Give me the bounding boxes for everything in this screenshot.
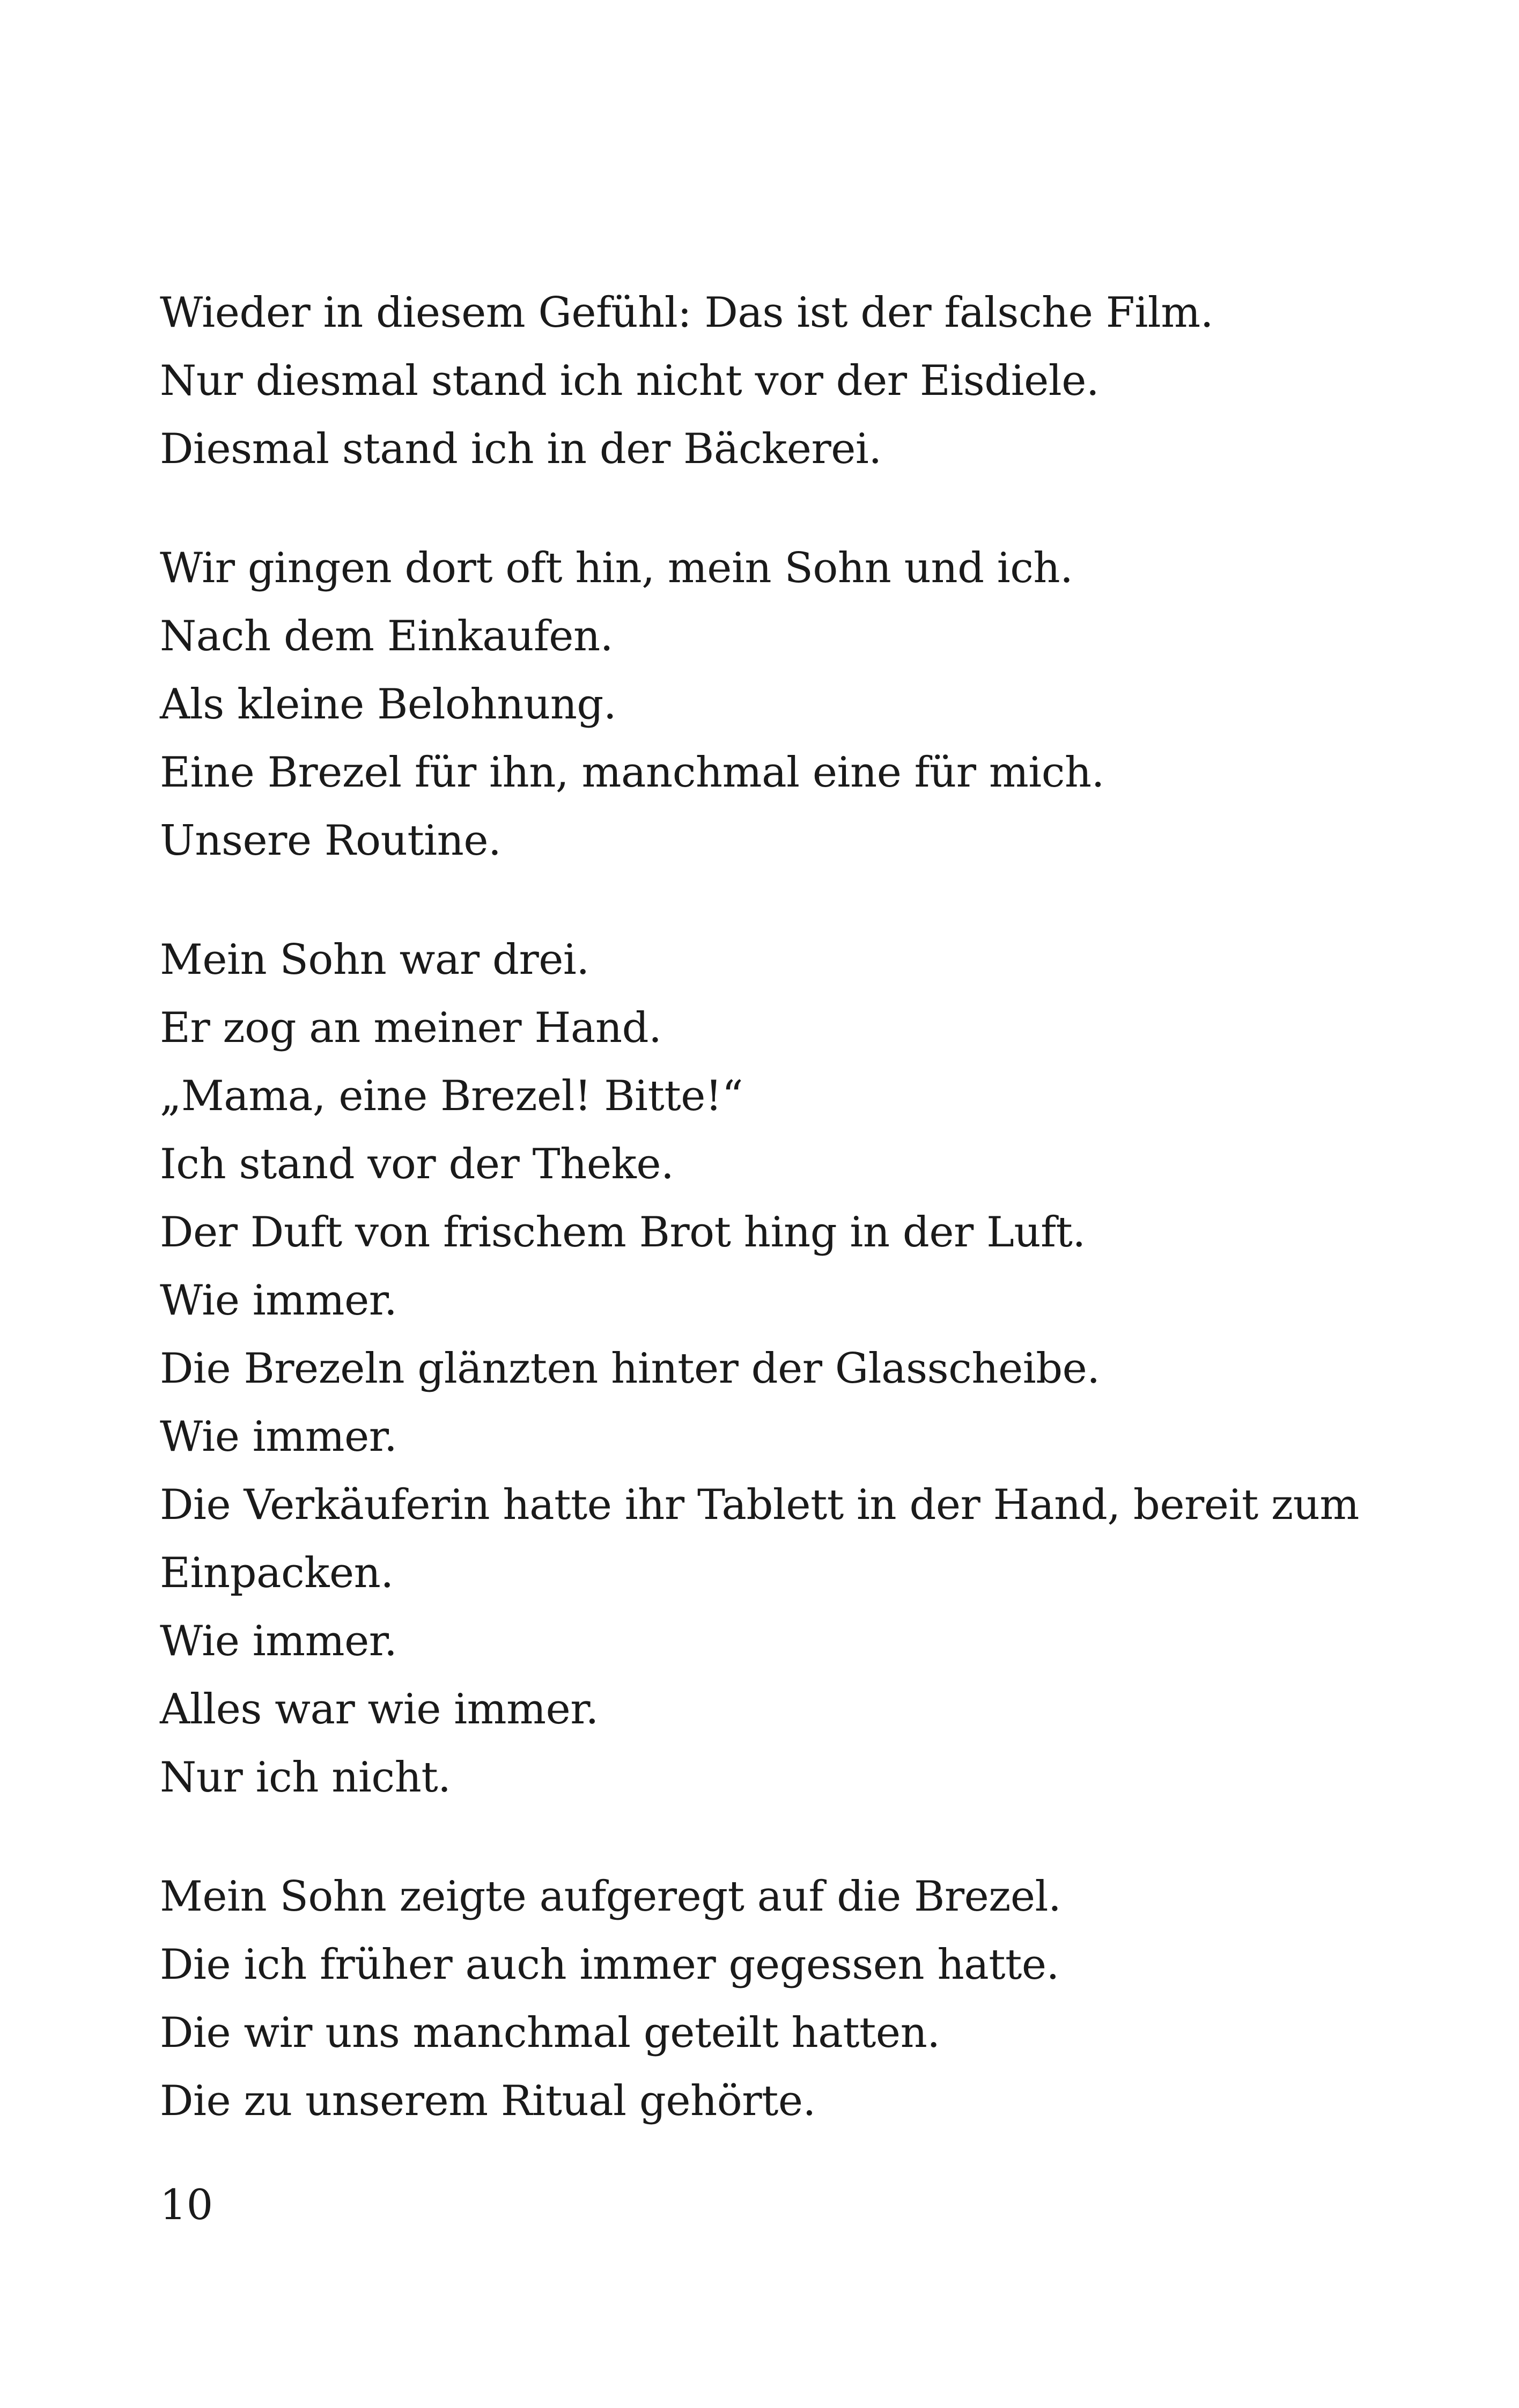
- body-text: [160, 279, 1393, 2186]
- text-line: Die Brezeln glänzten hinter der Glasscheibe.: [160, 1345, 1100, 1393]
- text-line: Er zog an meiner Hand.: [160, 1004, 662, 1052]
- text-line: Die wir uns manchmal geteilt hatten.: [160, 2009, 940, 2057]
- text-line: Wir gingen dort oft hin, mein Sohn und ich.: [160, 544, 1073, 592]
- text-line: Der Duft von frischem Brot hing in der Luft.: [160, 1208, 1086, 1257]
- text-line: Nur ich nicht.: [160, 1753, 451, 1802]
- text-line: Nur diesmal stand ich nicht vor der Eisdiele.: [160, 357, 1100, 405]
- text-line: Wie immer.: [160, 1276, 397, 1325]
- text-line: Wieder in diesem Gefühl: Das ist der falsche Film.: [160, 289, 1213, 337]
- text-line: Unsere Routine.: [160, 817, 502, 865]
- text-line: Mein Sohn zeigte aufgeregt auf die Brezel.: [160, 1873, 1061, 1921]
- text-line: Ich stand vor der Theke.: [160, 1140, 674, 1188]
- text-line: Die ich früher auch immer gegessen hatte.: [160, 1941, 1059, 1989]
- page-number: 10: [160, 2181, 213, 2229]
- stanza-3: [160, 926, 1393, 1812]
- text-line: Diesmal stand ich in der Bäckerei.: [160, 425, 882, 473]
- text-line: „Mama, eine Brezel! Bitte!“: [160, 1072, 743, 1120]
- text-line: Als kleine Belohnung.: [160, 680, 617, 729]
- text-line: Die Verkäuferin hatte ihr Tablett in der Hand, bereit zum: [160, 1481, 1359, 1529]
- stanza-2: [160, 534, 1393, 875]
- text-line: Wie immer.: [160, 1413, 397, 1461]
- text-line: Einpacken.: [160, 1549, 394, 1597]
- text-line: Nach dem Einkaufen.: [160, 612, 613, 660]
- text-line: Eine Brezel für ihn, manchmal eine für mich.: [160, 748, 1104, 797]
- text-line: Wie immer.: [160, 1617, 397, 1665]
- text-line: Die zu unserem Ritual gehörte.: [160, 2077, 816, 2125]
- text-line: Alles war wie immer.: [160, 1685, 599, 1734]
- stanza-1: [160, 279, 1393, 483]
- text-line: Mein Sohn war drei.: [160, 936, 589, 984]
- stanza-4: [160, 1863, 1393, 2135]
